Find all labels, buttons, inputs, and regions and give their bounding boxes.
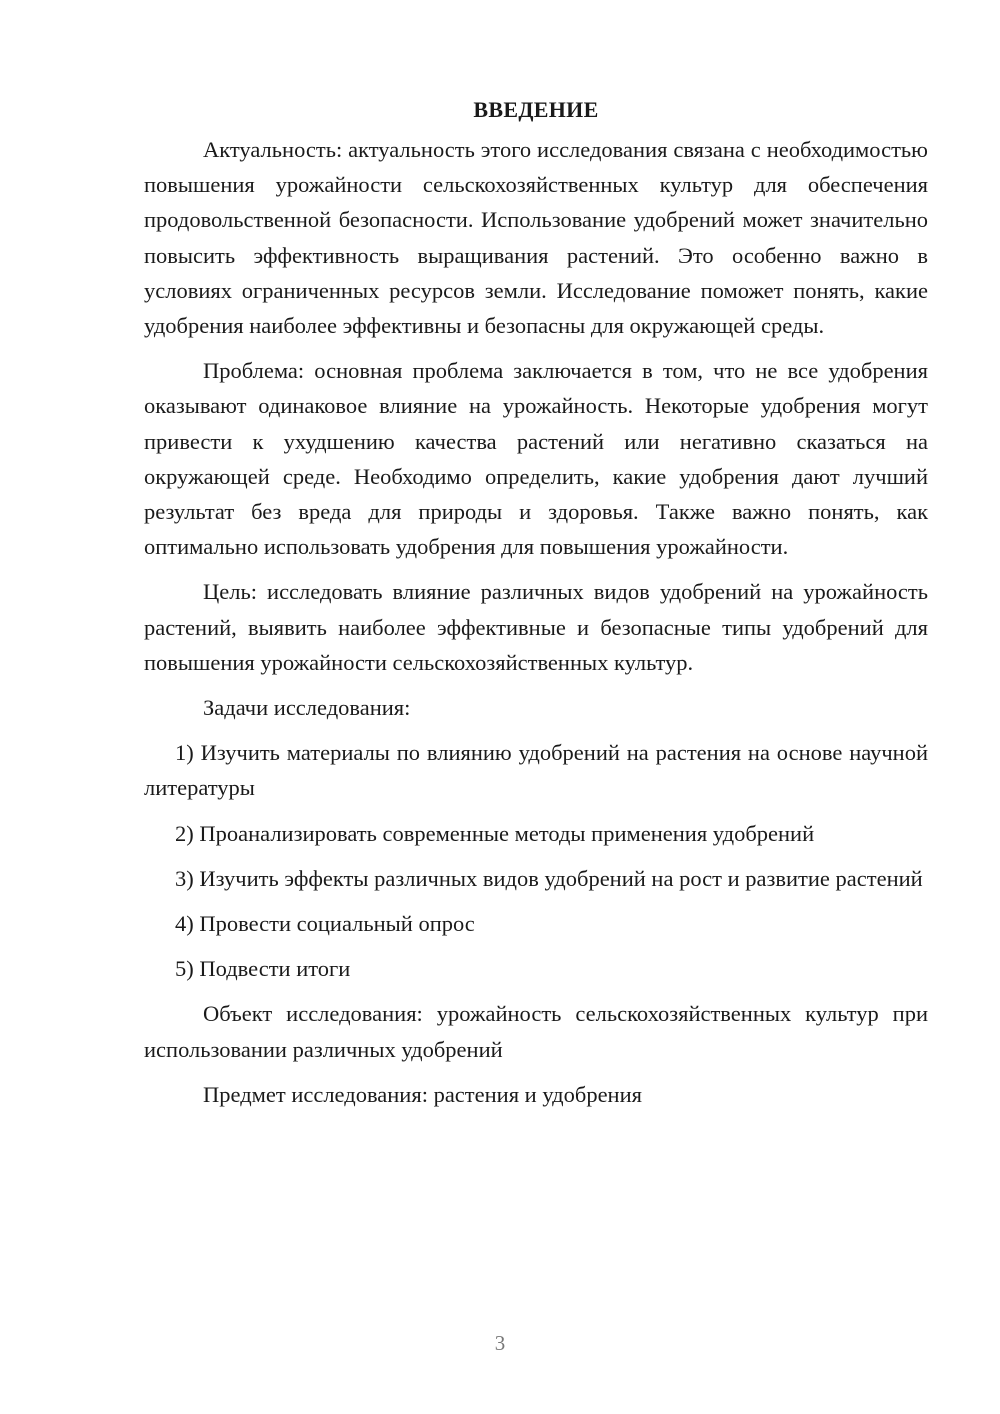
section-heading: ВВЕДЕНИЕ	[473, 97, 599, 122]
relevance-paragraph: Актуальность: актуальность этого исследования связана с необходимостью повышения урожайности сельскохозяйственных культур для обеспечения продовольственной безопасности. Использование удобрений может значительно повысить эффективность выращивания растений. Это особенно важно в условиях ограниченных ресурсов земли. Исследование поможет понять, какие удобрения наиболее эффективны и безопасны для окружающей среды.	[144, 137, 928, 339]
problem-paragraph: Проблема: основная проблема заключается в том, что не все удобрения оказывают одинаковое влияние на урожайность. Некоторые удобрения могут привести к ухудшению качества растений или негативно сказаться на окружающей среде. Необходимо определить, какие удобрения дают лучший результат без вреда для природы и здоровья. Также важно понять, как оптимально использовать удобрения для повышения урожайности.	[144, 358, 928, 560]
page-number: 3	[494, 1331, 506, 1355]
tasks-intro-paragraph: Задачи исследования:	[203, 695, 411, 721]
document-body	[144, 92, 928, 1122]
object-paragraph: Объект исследования: урожайность сельскохозяйственных культур при использовании различных удобрений	[144, 1001, 928, 1062]
subject-paragraph: Предмет исследования: растения и удобрения	[203, 1081, 642, 1107]
task-item: 2) Проанализировать современные методы применения удобрений	[175, 820, 815, 846]
goal-paragraph: Цель: исследовать влияние различных видов удобрений на урожайность растений, выявить наиболее эффективные и безопасные типы удобрений для повышения урожайности сельскохозяйственных культур.	[144, 579, 928, 675]
task-item: 1) Изучить материалы по влиянию удобрений на растения на основе научной литературы	[144, 740, 928, 801]
task-item: 5) Подвести итоги	[175, 956, 351, 982]
task-item: 3) Изучить эффекты различных видов удобрений на рост и развитие растений	[175, 865, 923, 891]
task-item: 4) Провести социальный опрос	[175, 911, 475, 937]
